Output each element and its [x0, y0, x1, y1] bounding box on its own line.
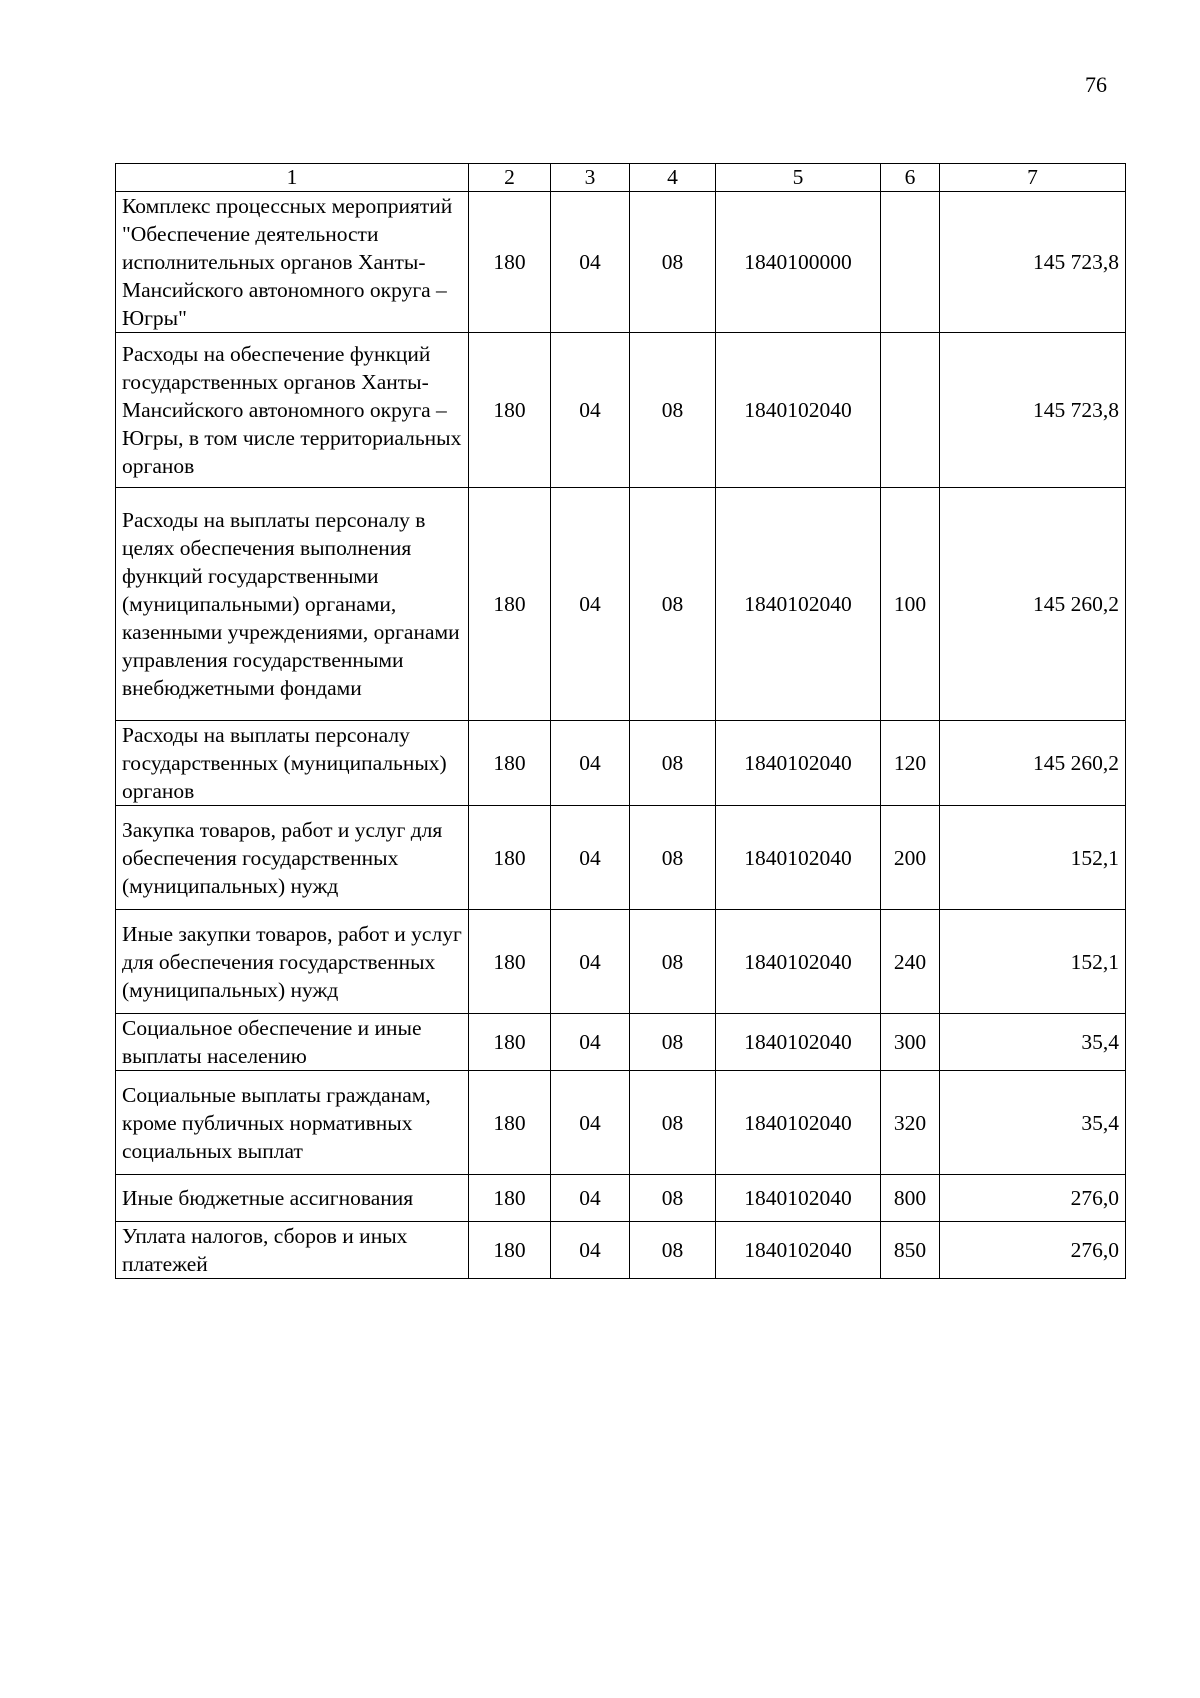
row-description: Расходы на обеспечение функций государственных органов Ханты-Мансийского автономного округа – Югры, в том числе территориальных органов: [116, 333, 469, 488]
row-code-3: 04: [551, 488, 630, 721]
row-amount: 145 260,2: [940, 721, 1126, 806]
table-row: [116, 1175, 1126, 1222]
row-code-6: [881, 333, 940, 488]
table-row: [116, 1222, 1126, 1279]
row-description: Иные закупки товаров, работ и услуг для обеспечения государственных (муниципальных) нужд: [116, 910, 469, 1014]
row-code-4: 08: [630, 910, 716, 1014]
row-code-6: 200: [881, 806, 940, 910]
row-code-3: 04: [551, 192, 630, 333]
row-code-2: 180: [469, 333, 551, 488]
row-code-5: 1840102040: [716, 806, 881, 910]
row-code-3: 04: [551, 1222, 630, 1279]
row-code-6: 240: [881, 910, 940, 1014]
table-row: [116, 192, 1126, 333]
budget-table: [115, 163, 1126, 1279]
row-code-4: 08: [630, 1175, 716, 1222]
header-col-6: 6: [881, 164, 940, 192]
row-amount: 152,1: [940, 910, 1126, 1014]
row-code-4: 08: [630, 1014, 716, 1071]
row-amount: 145 260,2: [940, 488, 1126, 721]
header-col-4: 4: [630, 164, 716, 192]
row-code-3: 04: [551, 910, 630, 1014]
row-code-3: 04: [551, 1014, 630, 1071]
header-col-1: 1: [116, 164, 469, 192]
row-code-6: 120: [881, 721, 940, 806]
row-code-4: 08: [630, 192, 716, 333]
row-code-5: 1840102040: [716, 1071, 881, 1175]
row-code-4: 08: [630, 806, 716, 910]
row-code-6: 320: [881, 1071, 940, 1175]
header-col-2: 2: [469, 164, 551, 192]
row-code-3: 04: [551, 333, 630, 488]
row-amount: 145 723,8: [940, 192, 1126, 333]
row-code-6: 850: [881, 1222, 940, 1279]
row-code-4: 08: [630, 333, 716, 488]
table-row: [116, 721, 1126, 806]
table-body: [116, 192, 1126, 1279]
page-number: 76: [1085, 72, 1107, 97]
row-code-3: 04: [551, 721, 630, 806]
row-amount: 152,1: [940, 806, 1126, 910]
row-code-2: 180: [469, 1175, 551, 1222]
row-code-6: [881, 192, 940, 333]
row-code-5: 1840100000: [716, 192, 881, 333]
row-code-5: 1840102040: [716, 910, 881, 1014]
row-code-5: 1840102040: [716, 721, 881, 806]
row-description: Расходы на выплаты персоналу в целях обеспечения выполнения функций государственными (муниципальными) органами, казенными учреждениями, органами управления государственными внебюджетными фондами: [116, 488, 469, 721]
row-code-2: 180: [469, 910, 551, 1014]
row-code-2: 180: [469, 488, 551, 721]
row-code-3: 04: [551, 1071, 630, 1175]
table-row: [116, 1014, 1126, 1071]
row-amount: 276,0: [940, 1175, 1126, 1222]
row-description: Уплата налогов, сборов и иных платежей: [116, 1222, 469, 1279]
row-description: Закупка товаров, работ и услуг для обеспечения государственных (муниципальных) нужд: [116, 806, 469, 910]
header-row: [116, 164, 1126, 192]
row-code-5: 1840102040: [716, 1014, 881, 1071]
row-code-6: 100: [881, 488, 940, 721]
row-amount: 276,0: [940, 1222, 1126, 1279]
row-code-5: 1840102040: [716, 1222, 881, 1279]
row-code-5: 1840102040: [716, 333, 881, 488]
row-code-6: 800: [881, 1175, 940, 1222]
row-description: Расходы на выплаты персоналу государственных (муниципальных) органов: [116, 721, 469, 806]
row-code-3: 04: [551, 806, 630, 910]
row-code-5: 1840102040: [716, 488, 881, 721]
row-code-4: 08: [630, 1071, 716, 1175]
table-row: [116, 333, 1126, 488]
row-code-2: 180: [469, 1222, 551, 1279]
row-code-4: 08: [630, 488, 716, 721]
row-amount: 145 723,8: [940, 333, 1126, 488]
header-col-7: 7: [940, 164, 1126, 192]
row-code-5: 1840102040: [716, 1175, 881, 1222]
table-row: [116, 910, 1126, 1014]
row-description: Комплекс процессных мероприятий "Обеспечение деятельности исполнительных органов Ханты-Мансийского автономного округа – Югры": [116, 192, 469, 333]
row-code-6: 300: [881, 1014, 940, 1071]
row-amount: 35,4: [940, 1014, 1126, 1071]
row-amount: 35,4: [940, 1071, 1126, 1175]
row-description: Социальное обеспечение и иные выплаты населению: [116, 1014, 469, 1071]
row-description: Социальные выплаты гражданам, кроме публичных нормативных социальных выплат: [116, 1071, 469, 1175]
row-description: Иные бюджетные ассигнования: [116, 1175, 469, 1222]
table-row: [116, 488, 1126, 721]
row-code-4: 08: [630, 721, 716, 806]
row-code-3: 04: [551, 1175, 630, 1222]
row-code-2: 180: [469, 192, 551, 333]
row-code-2: 180: [469, 1071, 551, 1175]
row-code-2: 180: [469, 806, 551, 910]
row-code-4: 08: [630, 1222, 716, 1279]
table-header: [116, 164, 1126, 192]
header-col-3: 3: [551, 164, 630, 192]
row-code-2: 180: [469, 721, 551, 806]
row-code-2: 180: [469, 1014, 551, 1071]
header-col-5: 5: [716, 164, 881, 192]
table-row: [116, 806, 1126, 910]
table-row: [116, 1071, 1126, 1175]
